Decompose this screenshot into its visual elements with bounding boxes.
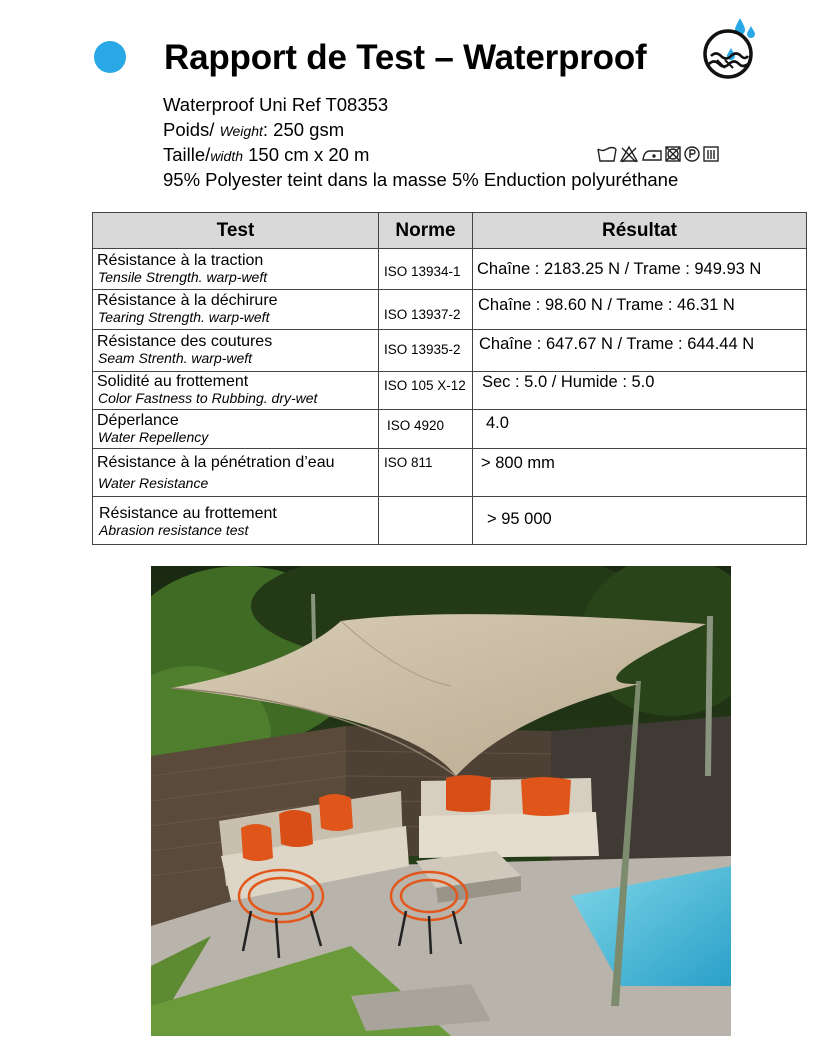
norm-cell <box>379 330 473 372</box>
result-value: Chaîne : 647.67 N / Trame : 644.44 N <box>479 335 755 353</box>
norm-value: ISO 105 X-12 <box>384 378 466 393</box>
table-row <box>93 410 807 449</box>
test-name: Résistance à la traction <box>97 252 264 269</box>
waterproof-fabric-icon <box>699 16 759 80</box>
test-subtitle: Color Fastness to Rubbing. dry-wet <box>98 390 318 406</box>
iron-low-icon <box>643 151 661 160</box>
result-cell <box>473 497 807 545</box>
result-cell <box>473 449 807 497</box>
norm-value: ISO 4920 <box>387 418 445 433</box>
norm-value: ISO 13935-2 <box>384 342 461 357</box>
test-subtitle: Water Resistance <box>98 475 209 491</box>
norm-cell <box>379 497 473 545</box>
result-cell <box>473 372 807 410</box>
norm-cell <box>379 449 473 497</box>
table-row <box>93 290 807 330</box>
test-subtitle: Abrasion resistance test <box>99 522 249 538</box>
table-header-row <box>93 213 807 249</box>
test-name: Résistance à la pénétration d’eau <box>97 454 335 471</box>
test-cell <box>93 410 379 449</box>
test-subtitle: Tensile Strength. warp-weft <box>98 269 268 285</box>
header-resultat: Résultat <box>473 213 807 249</box>
test-name: Résistance des coutures <box>97 333 273 350</box>
table-row <box>93 497 807 545</box>
result-value: Sec : 5.0 / Humide : 5.0 <box>482 373 655 391</box>
norm-cell <box>379 372 473 410</box>
result-cell <box>473 249 807 290</box>
composition-line: 95% Polyester teint dans la masse 5% Enduction polyuréthane <box>163 169 679 190</box>
table-row <box>93 449 807 497</box>
result-value: 4.0 <box>486 414 509 432</box>
test-cell <box>93 330 379 372</box>
test-name: Résistance au frottement <box>99 505 277 522</box>
test-cell <box>93 372 379 410</box>
result-cell <box>473 290 807 330</box>
header-norme: Norme <box>379 213 473 249</box>
shade-sail-patio-photo <box>151 566 731 1036</box>
norm-value: ISO 13934-1 <box>384 264 461 279</box>
test-cell <box>93 497 379 545</box>
test-name: Solidité au frottement <box>97 373 249 390</box>
result-value: Chaîne : 2183.25 N / Trame : 949.93 N <box>477 260 762 278</box>
header-test: Test <box>93 213 379 249</box>
result-cell <box>473 410 807 449</box>
test-cell <box>93 249 379 290</box>
table-row <box>93 249 807 290</box>
test-subtitle: Seam Strenth. warp-weft <box>98 350 253 366</box>
wash-40-icon <box>598 148 616 162</box>
care-symbols <box>596 144 736 164</box>
result-value: > 95 000 <box>487 510 552 528</box>
norm-cell <box>379 249 473 290</box>
result-value: Chaîne : 98.60 N / Trame : 46.31 N <box>478 296 735 314</box>
page-title: Rapport de Test – Waterproof <box>164 38 647 77</box>
test-name: Résistance à la déchirure <box>97 292 278 309</box>
test-cell <box>93 449 379 497</box>
test-subtitle: Water Repellency <box>98 429 209 445</box>
no-bleach-icon <box>621 147 637 162</box>
size-line: Taille/width 150 cm x 20 m <box>163 144 370 165</box>
bullet-dot <box>94 41 126 73</box>
test-name: Déperlance <box>97 412 179 429</box>
norm-cell <box>379 410 473 449</box>
results-table <box>92 212 807 545</box>
norm-value: ISO 811 <box>384 455 433 470</box>
line-dry-icon <box>704 147 718 161</box>
table-row <box>93 372 807 410</box>
table-row <box>93 330 807 372</box>
norm-cell <box>379 290 473 330</box>
dry-clean-p-icon <box>685 147 699 161</box>
test-subtitle: Tearing Strength. warp-weft <box>98 309 270 325</box>
norm-value: ISO 13937-2 <box>384 307 461 322</box>
result-cell <box>473 330 807 372</box>
weight-line: Poids/ Weight: 250 gsm <box>163 119 345 140</box>
no-tumble-dry-icon <box>666 147 680 161</box>
result-value: > 800 mm <box>481 454 555 472</box>
test-cell <box>93 290 379 330</box>
product-reference: Waterproof Uni Ref T08353 <box>163 94 389 115</box>
